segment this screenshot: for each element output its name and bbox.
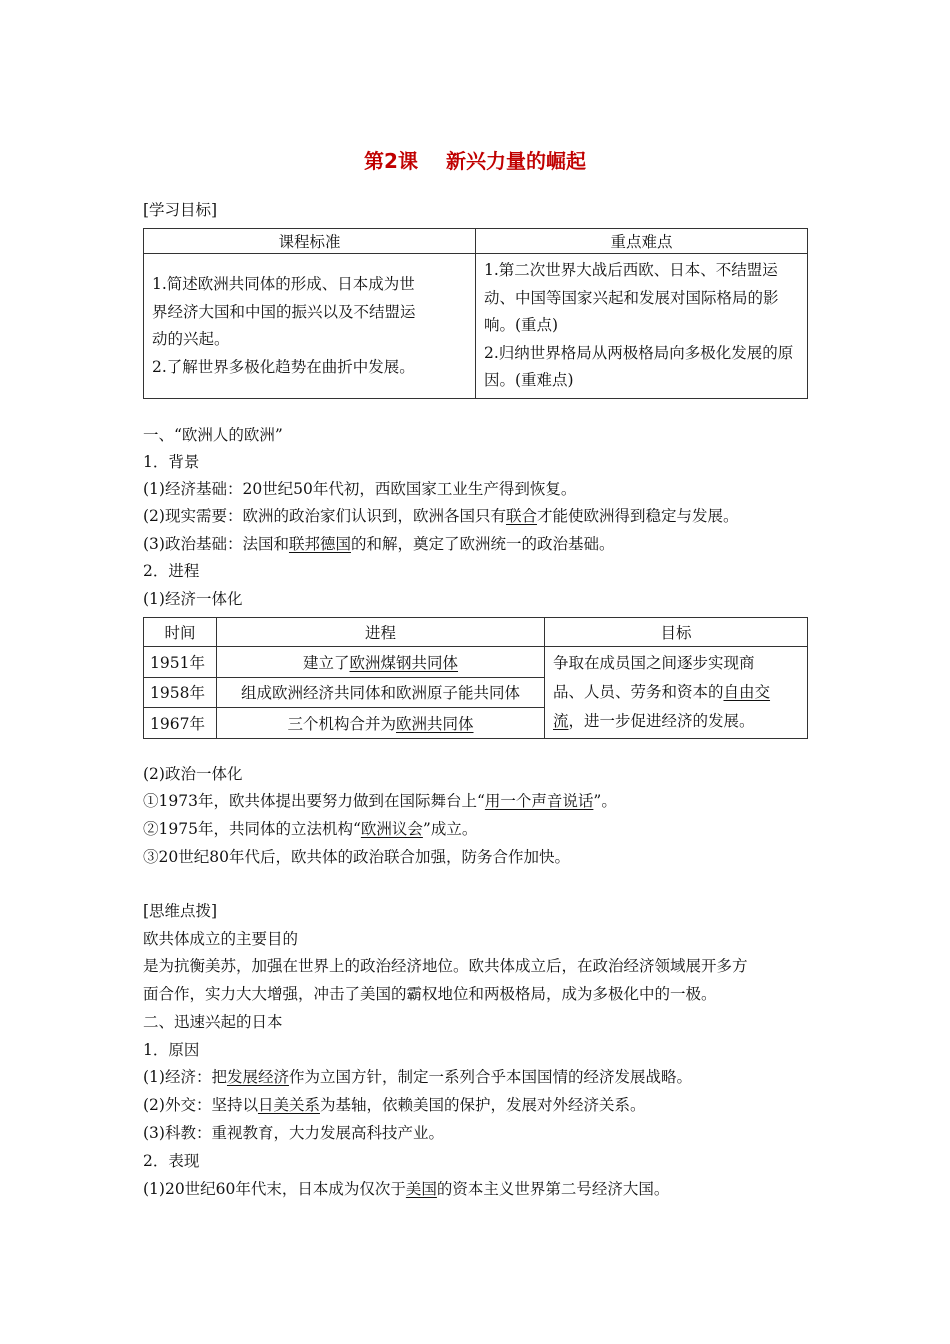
pol-item-3: ③20世纪80年代后，欧共体的政治联合加强，防务合作加快。 <box>143 848 570 866</box>
row-year: 1951年 <box>144 647 217 678</box>
econ-integration-heading: (1)经济一体化 <box>143 590 243 608</box>
performance-heading: 2．表现 <box>143 1152 200 1170</box>
objectives-header-standard: 课程标准 <box>144 229 476 254</box>
answer-blank: 联合 <box>505 507 537 525</box>
page-title <box>0 145 950 174</box>
background-item-3: (3)政治基础：法国和联邦德国的和解，奠定了欧洲统一的政治基础。 <box>143 535 615 553</box>
goal-line: 品、人员、劳务和资本的自由交 <box>553 683 771 701</box>
row-year: 1967年 <box>144 708 217 739</box>
reason-heading: 1．原因 <box>143 1041 200 1059</box>
pol-item-1: ①1973年，欧共体提出要努力做到在国际舞台上“用一个声音说话”。 <box>143 792 617 810</box>
standard-line: 界经济大国和中国的振兴以及不结盟运 <box>152 302 416 321</box>
section1-heading: 一、“欧洲人的欧洲” <box>143 426 283 444</box>
pol-integration-heading: (2)政治一体化 <box>143 765 243 783</box>
thinking-heading: [思维点拨] <box>143 902 218 920</box>
keypoint-line: 动、中国等国家兴起和发展对国际格局的影 <box>484 288 779 307</box>
thinking-answer-line-1: 是为抗衡美苏，加强在世界上的政治经济地位。欧共体成立后，在政治经济领域展开多方 <box>143 957 748 975</box>
goal-line: 争取在成员国之间逐步实现商 <box>553 654 755 672</box>
answer-blank: 欧洲煤钢共同体 <box>349 653 459 672</box>
answer-blank: 日美关系 <box>257 1096 320 1114</box>
answer-blank: 欧洲议会 <box>360 820 423 838</box>
row-process: 三个机构合并为欧洲共同体 <box>217 708 545 739</box>
row-process: 组成欧洲经济共同体和欧洲原子能共同体 <box>217 677 545 708</box>
answer-blank: 发展经济 <box>226 1068 289 1086</box>
keypoint-line: 2.归纳世界格局从两极格局向多极化发展的原 <box>484 343 794 362</box>
standards-cell <box>144 254 476 399</box>
lesson-number: 第2课 <box>364 149 418 173</box>
objectives-header-keypoints: 重点难点 <box>476 229 808 254</box>
keypoint-line: 1.第二次世界大战后西欧、日本、不结盟运 <box>484 261 778 280</box>
answer-blank: 欧洲共同体 <box>396 715 474 734</box>
col-header-goal: 目标 <box>545 618 808 647</box>
col-header-process: 进程 <box>217 618 545 647</box>
objectives-heading: [学习目标] <box>143 201 218 219</box>
lesson-name: 新兴力量的崛起 <box>445 149 586 173</box>
thinking-question: 欧共体成立的主要目的 <box>143 930 299 948</box>
econ-integration-table <box>143 617 808 739</box>
answer-blank: 联邦德国 <box>288 535 351 553</box>
col-header-time: 时间 <box>144 618 217 647</box>
reason-item-3: (3)科教：重视教育，大力发展高科技产业。 <box>143 1124 444 1142</box>
answer-blank: 流 <box>553 712 569 730</box>
answer-blank: 用一个声音说话 <box>484 792 594 810</box>
table-row <box>144 647 808 678</box>
goal-cell <box>545 647 808 739</box>
keypoint-line: 响。(重点) <box>484 316 559 335</box>
background-heading: 1．背景 <box>143 453 200 471</box>
row-process: 建立了欧洲煤钢共同体 <box>217 647 545 678</box>
background-item-2: (2)现实需要：欧洲的政治家们认识到，欧洲各国只有联合才能使欧洲得到稳定与发展。 <box>143 507 739 525</box>
reason-item-2: (2)外交：坚持以日美关系为基轴，依赖美国的保护，发展对外经济关系。 <box>143 1096 646 1114</box>
thinking-answer-line-2: 面合作，实力大大增强，冲击了美国的霸权地位和两极格局，成为多极化中的一极。 <box>143 985 717 1003</box>
keypoint-line: 因。(重难点) <box>484 371 574 390</box>
objectives-table <box>143 228 808 399</box>
row-year: 1958年 <box>144 677 217 708</box>
background-item-1: (1)经济基础：20世纪50年代初，西欧国家工业生产得到恢复。 <box>143 480 577 498</box>
standard-line: 动的兴起。 <box>152 330 230 348</box>
performance-item-1: (1)20世纪60年代末，日本成为仅次于美国的资本主义世界第二号经济大国。 <box>143 1180 670 1198</box>
section2-heading: 二、迅速兴起的日本 <box>143 1013 283 1031</box>
standard-line: 1.简述欧洲共同体的形成、日本成为世 <box>152 275 415 293</box>
process-heading: 2．进程 <box>143 562 200 580</box>
goal-line: 流，进一步促进经济的发展。 <box>553 712 755 730</box>
answer-blank: 自由交 <box>723 683 771 701</box>
standard-line: 2.了解世界多极化趋势在曲折中发展。 <box>152 357 415 376</box>
reason-item-1: (1)经济：把发展经济作为立国方针，制定一系列合乎本国国情的经济发展战略。 <box>143 1068 692 1086</box>
answer-blank: 美国 <box>405 1180 437 1198</box>
pol-item-2: ②1975年，共同体的立法机构“欧洲议会”成立。 <box>143 820 478 838</box>
keypoints-cell <box>476 254 808 399</box>
